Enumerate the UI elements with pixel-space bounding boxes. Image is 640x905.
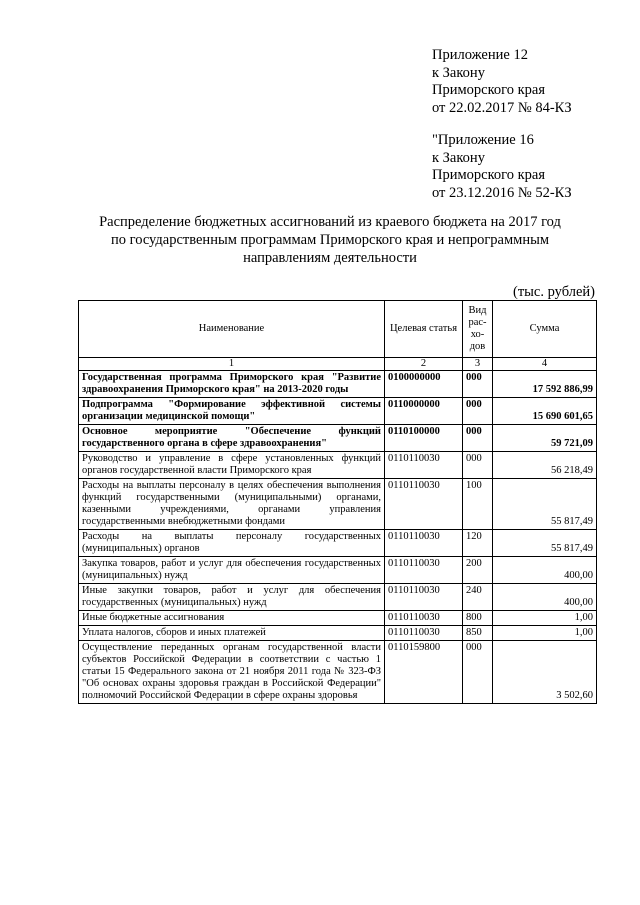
row-target: 0110110030	[385, 479, 463, 530]
table-row	[79, 611, 597, 626]
row-target: 0110000000	[385, 398, 463, 425]
row-name: Иные бюджетные ассигнования	[79, 611, 385, 626]
column-number: 4	[493, 358, 597, 371]
row-target: 0100000000	[385, 371, 463, 398]
row-sum: 55 817,49	[493, 530, 597, 557]
table-row	[79, 584, 597, 611]
row-target: 0110110030	[385, 557, 463, 584]
row-sum: 400,00	[493, 557, 597, 584]
row-name: Подпрограмма "Формирование эффективной системы организации медицинской помощи"	[79, 398, 385, 425]
row-name: Закупка товаров, работ и услуг для обеспечения государственных (муниципальных) нужд	[79, 557, 385, 584]
row-name: Расходы на выплаты персоналу государственных (муниципальных) органов	[79, 530, 385, 557]
row-type: 000	[463, 641, 493, 704]
column-number-row	[79, 358, 597, 371]
row-name: Основное мероприятие "Обеспечение функций государственного органа в сфере здравоохранения"	[79, 425, 385, 452]
row-name: Руководство и управление в сфере установленных функций органов государственной власти Приморского края	[79, 452, 385, 479]
appendix-current-line-1: Приложение 12	[432, 47, 528, 63]
row-sum: 1,00	[493, 611, 597, 626]
appendix-original-line-1: "Приложение 16	[432, 132, 534, 148]
row-sum: 59 721,09	[493, 425, 597, 452]
row-type: 800	[463, 611, 493, 626]
row-target: 0110110030	[385, 611, 463, 626]
row-type: 850	[463, 626, 493, 641]
table-row	[79, 452, 597, 479]
header-target: Целевая статья	[385, 301, 463, 358]
row-type: 100	[463, 479, 493, 530]
table-row	[79, 371, 597, 398]
appendix-original-line-2: к Закону	[432, 149, 485, 166]
row-name: Расходы на выплаты персоналу в целях обеспечения выполнения функций государственными (муниципальными) органами, казенными учреждениями, органами управления государственными внебюджетными фондами	[79, 479, 385, 530]
table-row	[79, 626, 597, 641]
row-target: 0110159800	[385, 641, 463, 704]
row-name: Государственная программа Приморского края "Развитие здравоохранения Приморского края" на 2013-2020 годы	[79, 371, 385, 398]
column-number: 2	[385, 358, 463, 371]
document-title	[60, 213, 600, 267]
appendix-original-line-3: Приморского края	[432, 167, 546, 183]
row-sum: 3 502,60	[493, 641, 597, 704]
header-sum: Сумма	[493, 301, 597, 358]
table-header-row	[79, 301, 597, 358]
row-type: 200	[463, 557, 493, 584]
header-expense-type: Вид рас-хо-дов	[463, 301, 493, 358]
appendix-original-line-4: от 23.12.2016 № 52-КЗ	[432, 184, 572, 201]
row-target: 0110110030	[385, 530, 463, 557]
row-sum: 17 592 886,99	[493, 371, 597, 398]
row-name: Уплата налогов, сборов и иных платежей	[79, 626, 385, 641]
column-number: 1	[79, 358, 385, 371]
header-name: Наименование	[79, 301, 385, 358]
row-name: Осуществление переданных органам государственной власти субъектов Российской Федерации в соответствии с частью 1 статьи 15 Федерального закона от 21 ноября 2011 года № 323-ФЗ "Об основах охраны здоровья граждан в Российской Федерации" полномочий Российской Федерации в сфере охраны здоровья	[79, 641, 385, 704]
row-sum: 15 690 601,65	[493, 398, 597, 425]
appendix-current-line-3: Приморского края	[432, 82, 546, 98]
row-target: 0110110030	[385, 626, 463, 641]
row-target: 0110100000	[385, 425, 463, 452]
table-row	[79, 425, 597, 452]
appendix-current-line-4: от 22.02.2017 № 84-КЗ	[432, 99, 572, 116]
units-label: (тыс. рублей)	[513, 284, 595, 300]
row-sum: 1,00	[493, 626, 597, 641]
row-type: 000	[463, 371, 493, 398]
appendix-current-line-2: к Закону	[432, 64, 485, 81]
row-target: 0110110030	[385, 584, 463, 611]
table-row	[79, 530, 597, 557]
row-type: 000	[463, 452, 493, 479]
table-row	[79, 398, 597, 425]
row-type: 240	[463, 584, 493, 611]
row-sum: 55 817,49	[493, 479, 597, 530]
document-title-line-3: направлениям деятельности	[243, 250, 417, 266]
row-sum: 56 218,49	[493, 452, 597, 479]
row-type: 120	[463, 530, 493, 557]
budget-table	[78, 300, 597, 704]
document-title-line-1: Распределение бюджетных ассигнований из краевого бюджета на 2017 год	[99, 214, 561, 230]
appendix-original	[432, 132, 572, 202]
row-sum: 400,00	[493, 584, 597, 611]
row-name: Иные закупки товаров, работ и услуг для обеспечения государственных (муниципальных) нужд	[79, 584, 385, 611]
row-type: 000	[463, 398, 493, 425]
table-row	[79, 641, 597, 704]
document-title-line-2: по государственным программам Приморского края и непрограммным	[110, 232, 550, 248]
table-row	[79, 557, 597, 584]
table-row	[79, 479, 597, 530]
row-type: 000	[463, 425, 493, 452]
row-target: 0110110030	[385, 452, 463, 479]
appendix-current	[432, 47, 572, 117]
column-number: 3	[463, 358, 493, 371]
